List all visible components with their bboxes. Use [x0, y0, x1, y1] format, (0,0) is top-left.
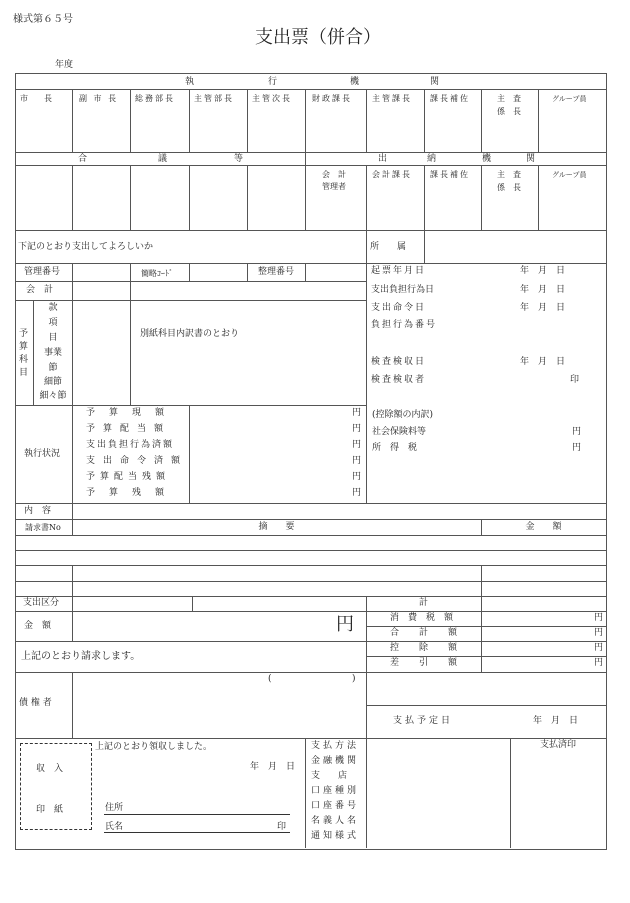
divider [15, 535, 606, 536]
page-title: 支出票（併合） [255, 27, 381, 48]
date-label: 支出負担行為日 [371, 285, 435, 295]
yen-unit: 円 [352, 472, 362, 482]
table-rule [366, 165, 367, 230]
table-rule [72, 405, 73, 503]
divider [15, 152, 606, 153]
tax-row-label: 差引額 [390, 658, 478, 668]
exec-status-row-label: 予算現額 [86, 408, 179, 418]
role-subsection-chief: 係 長 [497, 107, 521, 116]
table-rule [510, 738, 511, 848]
table-rule [305, 738, 306, 848]
divider [15, 519, 606, 520]
payment-field-label: 名義人名 [311, 816, 360, 826]
role-chief-examiner: 主 査 [497, 94, 521, 103]
date-label: 検査検収者 [371, 375, 427, 385]
deduction-label: 所 得 税 [372, 443, 418, 453]
divider [15, 281, 366, 282]
creditor-field[interactable] [73, 673, 365, 737]
table-rule [366, 672, 367, 738]
payment-field-label: 支 店 [311, 771, 348, 781]
abbr-code-field[interactable] [190, 264, 246, 280]
role-section-chief: 主管課長 [372, 94, 412, 103]
date-label: 支出命令日 [371, 303, 427, 313]
fiscal-year-label: 年度 [55, 60, 74, 70]
payment-field-label: 金融機関 [311, 756, 360, 766]
table-rule [130, 165, 131, 230]
role-assistant-chief-2: 課長補佐 [430, 170, 470, 179]
account-label: 会 計 [26, 285, 54, 295]
paid-stamp-label: 支払済印 [539, 740, 576, 750]
exec-status-row-label: 予算配当額 [86, 424, 172, 434]
role-chief-examiner-2: 主 査 [497, 170, 521, 179]
exec-status-row-label: 予算配当残額 [86, 472, 171, 482]
divider [15, 641, 606, 642]
address-underline[interactable] [104, 814, 290, 815]
paren-close: ) [352, 674, 356, 684]
table-rule [130, 263, 131, 405]
table-rule [481, 89, 482, 152]
divider [15, 165, 606, 166]
stamp-label: 印 紙 [36, 805, 64, 815]
yen-unit: 円 [352, 488, 362, 498]
yen-unit: 円 [594, 613, 604, 623]
yen-unit: 円 [572, 443, 582, 453]
date-value[interactable]: 年 月 日 [520, 303, 566, 313]
divider [15, 300, 366, 301]
table-rule [305, 89, 306, 152]
date-label: 検査検収日 [371, 357, 427, 367]
payment-due-label: 支払予定日 [393, 716, 454, 726]
exec-status-row-label: 支出命令済額 [86, 456, 189, 466]
role-group-member-2: グループ員 [552, 171, 587, 179]
content-label: 内 容 [24, 506, 52, 516]
deduction-header: (控除額の内訳) [372, 410, 434, 420]
table-rule [366, 263, 367, 503]
table-rule [247, 89, 248, 152]
role-group-member: グループ員 [552, 95, 587, 103]
role-dept-director: 主管部長 [194, 94, 234, 103]
yen-unit: 円 [594, 643, 604, 653]
stamp-label: 収 入 [36, 764, 64, 774]
role-finance-chief: 財政課長 [312, 94, 352, 103]
name-underline[interactable] [104, 832, 290, 833]
table-rule [305, 165, 306, 230]
divider [366, 656, 606, 657]
mgmt-number-label: 管理番号 [24, 267, 61, 277]
role-accounting-chief: 会計課長 [372, 170, 412, 179]
date-label: 負担行為番号 [371, 320, 438, 330]
table-rule [72, 565, 73, 596]
tax-row-label: 合計額 [390, 628, 478, 638]
divider [366, 705, 606, 706]
role-mayor: 市 長 [20, 94, 52, 103]
invoice-no-label: 請求書No [25, 523, 61, 532]
table-rule [247, 263, 248, 281]
divider [15, 738, 606, 739]
payment-field-label: 支払方法 [311, 741, 360, 751]
payment-due-value[interactable]: 年 月 日 [533, 716, 579, 726]
account-field[interactable] [73, 282, 129, 299]
table-rule [538, 89, 539, 152]
role-accounting-manager: 会 計 [322, 170, 346, 179]
role-subsection-chief-2: 係 長 [497, 183, 521, 192]
role-accounting-manager-2: 管理者 [322, 182, 346, 191]
date-value[interactable]: 年 月 日 [520, 266, 566, 276]
table-rule [72, 89, 73, 152]
role-deputy-mayor: 副 市 長 [79, 94, 119, 103]
receipt-date[interactable]: 年 月 日 [250, 762, 296, 772]
paren-open: ( [268, 674, 272, 684]
table-rule [481, 165, 482, 230]
name-label: 氏名 [105, 822, 124, 832]
subtotal-label: 計 [418, 598, 428, 608]
affiliation-field[interactable] [425, 231, 605, 262]
approval-text: 下記のとおり支出してよろしいか [18, 242, 154, 252]
amount-label: 金 額 [24, 621, 52, 631]
receipt-text: 上記のとおり領収しました。 [95, 742, 213, 752]
table-rule [189, 89, 190, 152]
table-rule [247, 165, 248, 230]
role-assistant-chief: 課長補佐 [430, 94, 470, 103]
budget-note: 別紙科目内訳書のとおり [140, 329, 240, 339]
seal-mark: 印 [570, 375, 580, 385]
date-value[interactable]: 年 月 日 [520, 357, 566, 367]
yen-unit: 円 [594, 658, 604, 668]
payment-field-label: 口座種別 [311, 786, 360, 796]
divider [15, 89, 606, 90]
deduction-label: 社会保険料等 [372, 427, 427, 437]
exec-status-row-label: 予算残額 [86, 488, 179, 498]
table-rule [189, 405, 190, 503]
divider [15, 581, 606, 582]
table-rule [192, 596, 193, 611]
divider [15, 550, 606, 551]
revenue-stamp-box [20, 743, 92, 830]
table-rule [481, 596, 482, 672]
table-rule [189, 165, 190, 230]
address-label: 住所 [105, 803, 124, 813]
yen-unit: 円 [352, 456, 362, 466]
table-rule [481, 565, 482, 596]
yen-unit: 円 [594, 628, 604, 638]
yen-symbol-large: 円 [336, 614, 354, 635]
date-label: 起票年月日 [371, 266, 427, 276]
content-field[interactable] [73, 504, 605, 518]
role-general-affairs-director: 総務部長 [135, 94, 175, 103]
table-rule [366, 89, 367, 152]
date-value[interactable]: 年 月 日 [520, 285, 566, 295]
affiliation-label: 所 属 [370, 242, 407, 252]
form-number: 様式第６５号 [13, 14, 73, 25]
table-rule [424, 165, 425, 230]
claim-text: 上記のとおり請求します。 [21, 651, 141, 662]
divider [15, 405, 366, 406]
divider [15, 611, 606, 612]
seal-mark: 印 [277, 822, 287, 832]
ref-number-label: 整理番号 [258, 267, 295, 277]
abbr-code-label: 簡略ｺｰﾄﾞ [141, 269, 173, 278]
exec-status-row-label: 支出負担行為済額 [86, 440, 175, 450]
role-deputy-director: 主管次長 [252, 94, 292, 103]
exec-status-label: 執行状況 [24, 449, 61, 459]
payment-field-label: 口座番号 [311, 801, 360, 811]
divider [15, 565, 606, 566]
yen-unit: 円 [352, 440, 362, 450]
table-rule [130, 89, 131, 152]
tax-row-label: 控除額 [390, 643, 478, 653]
yen-unit: 円 [572, 427, 582, 437]
table-rule [366, 230, 367, 263]
creditor-label: 債 権 者 [19, 698, 52, 708]
expense-category-label: 支出区分 [23, 598, 60, 608]
yen-unit: 円 [352, 408, 362, 418]
ref-number-field[interactable] [306, 264, 365, 280]
payment-field-label: 通知様式 [311, 831, 360, 841]
amount-column-label: 金 額 [525, 522, 562, 532]
tax-row-label: 消費税額 [390, 613, 463, 623]
table-rule [72, 165, 73, 230]
table-rule [538, 165, 539, 230]
payment-details-field[interactable] [367, 739, 509, 847]
divider [366, 626, 606, 627]
mgmt-number-field[interactable] [73, 264, 129, 280]
table-rule [305, 152, 306, 165]
expense-category-field[interactable] [73, 597, 191, 610]
table-rule [424, 89, 425, 152]
summary-label: 摘 要 [258, 522, 295, 532]
yen-unit: 円 [352, 424, 362, 434]
